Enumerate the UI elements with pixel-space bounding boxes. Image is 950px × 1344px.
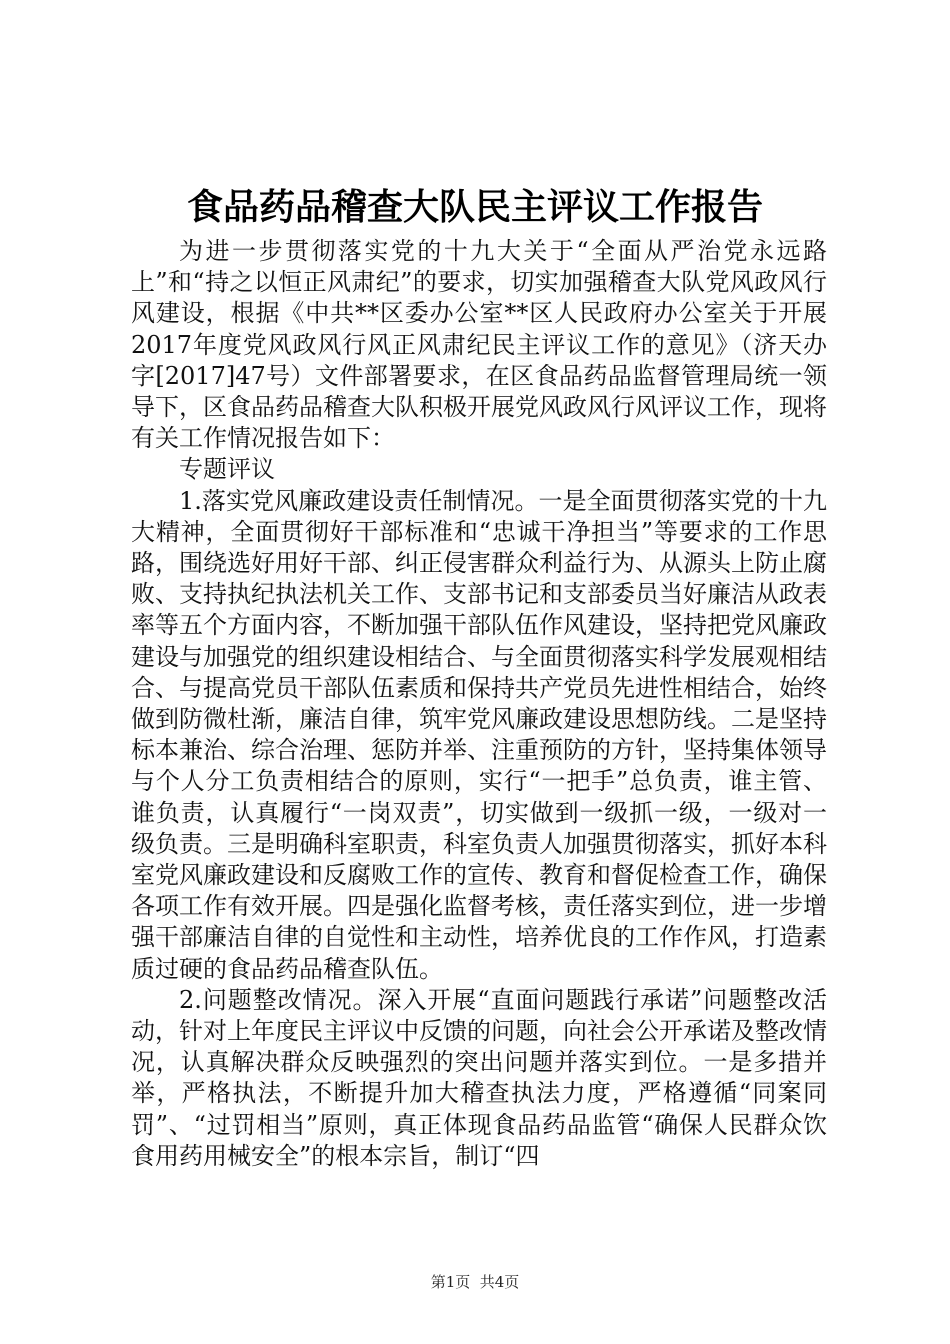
intro-paragraph: 为进一步贯彻落实党的十九大关于“全面从严治党永远路上”和“持之以恒正风肃纪”的要求，切实加强稽查大队党风政风行风建设，根据《中共**区委办公室**区人民政府办公室关于开展2017年度党风政风行风正风肃纪民主评议工作的意见》（济天办字[2017]47号）文件部署要求，在区食品药品监督管理局统一领导下，区食品药品稽查大队积极开展党风政风行风评议工作，现将有关工作情况报告如下： — [131, 237, 827, 453]
body-paragraph: 2.问题整改情况。深入开展“直面问题践行承诺”问题整改活动，针对上年度民主评议中反馈的问题，向社会公开承诺及整改情况，认真解决群众反映强烈的突出问题并落实到位。一是多措并举，严格执法，不断提升加大稽查执法力度，严格遵循“同案同罚”、“过罚相当”原则，真正体现食品药品监管“确保人民群众饮食用药用械安全”的根本宗旨，制订“四 — [131, 985, 827, 1170]
section-heading: 专题评议 — [179, 455, 275, 484]
document-title: 食品药品稽查大队民主评议工作报告 — [186, 186, 763, 228]
page-number: 第1页 共4页 — [430, 1273, 520, 1291]
document-body — [131, 236, 827, 1172]
page-footer — [0, 1272, 950, 1292]
body-paragraph: 1.落实党风廉政建设责任制情况。一是全面贯彻落实党的十九大精神，全面贯彻好干部标准和“忠诚干净担当”等要求的工作思路，围绕选好用好干部、纠正侵害群众利益行为、从源头上防止腐败、支持执纪执法机关工作、支部书记和支部委员当好廉洁从政表率等五个方面内容，不断加强干部队伍作风建设，坚持把党风廉政建设与加强党的组织建设相结合、与全面贯彻落实科学发展观相结合、与提高党员干部队伍素质和保持共产党员先进性相结合，始终做到防微杜渐，廉洁自律，筑牢党风廉政建设思想防线。二是坚持标本兼治、综合治理、惩防并举、注重预防的方针，坚持集体领导与个人分工负责相结合的原则，实行“一把手”总负责，谁主管、谁负责，认真履行“一岗双责”，切实做到一级抓一级，一级对一级负责。三是明确科室职责，科室负责人加强贯彻落实，抓好本科室党风廉政建设和反腐败工作的宣传、教育和督促检查工作，确保各项工作有效开展。四是强化监督考核，责任落实到位，进一步增强干部廉洁自律的自觉性和主动性，培养优良的工作作风，打造素质过硬的食品药品稽查队伍。 — [131, 486, 827, 983]
